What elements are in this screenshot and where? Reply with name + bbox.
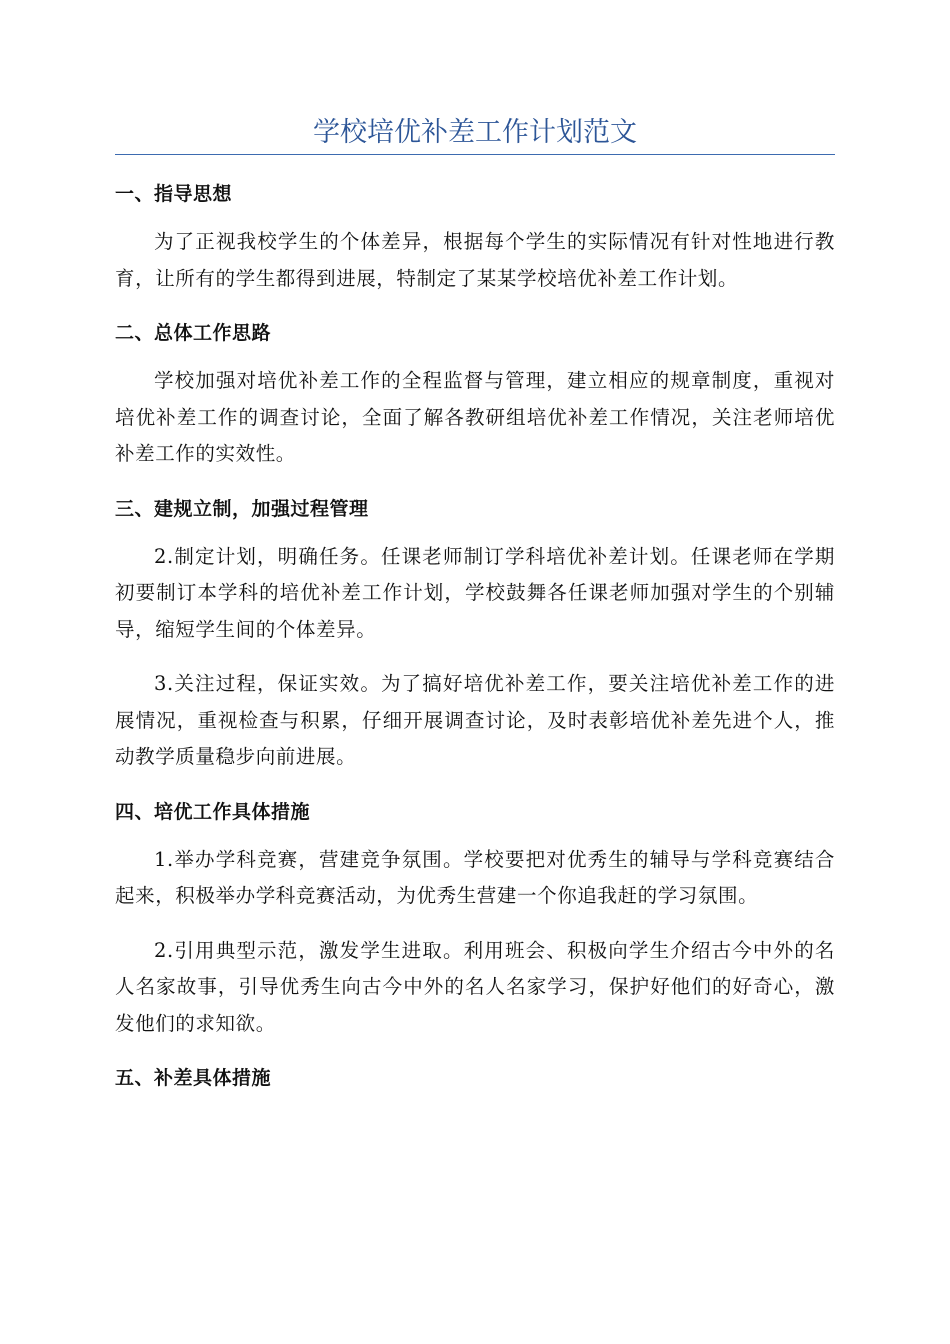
paragraph: 1.举办学科竞赛，营建竞争氛围。学校要把对优秀生的辅导与学科竞赛结合起来，积极举办学科竞赛活动，为优秀生营建一个你追我赶的学习氛围。 — [115, 847, 835, 907]
section-heading: 二、总体工作思路 — [115, 322, 272, 344]
section-heading: 五、补差具体措施 — [115, 1067, 272, 1089]
paragraph: 2.制定计划，明确任务。任课老师制订学科培优补差计划。任课老师在学期初要制订本学科的培优补差工作计划，学校鼓舞各任课老师加强对学生的个别辅导，缩短学生间的个体差异。 — [115, 544, 835, 641]
section-heading: 四、培优工作具体措施 — [115, 800, 311, 823]
paragraph: 3.关注过程，保证实效。为了搞好培优补差工作，要关注培优补差工作的进展情况，重视检查与积累，仔细开展调查讨论，及时表彰培优补差先进个人，推动教学质量稳步向前进展。 — [115, 672, 835, 768]
paragraph: 学校加强对培优补差工作的全程监督与管理，建立相应的规章制度，重视对培优补差工作的调查讨论，全面了解各教研组培优补差工作情况，关注老师培优补差工作的实效性。 — [115, 369, 835, 465]
paragraph: 2.引用典型示范，激发学生进取。利用班会、积极向学生介绍古今中外的名人名家故事，引导优秀生向古今中外的名人名家学习，保护好他们的好奇心，激发他们的求知欲。 — [115, 938, 835, 1035]
document-body — [115, 176, 835, 1108]
section-heading: 三、建规立制，加强过程管理 — [115, 497, 369, 520]
paragraph: 为了正视我校学生的个体差异，根据每个学生的实际情况有针对性地进行教育，让所有的学生都得到进展，特制定了某某学校培优补差工作计划。 — [115, 230, 835, 290]
document-title: 学校培优补差工作计划范文 — [313, 117, 637, 148]
title-underline — [115, 154, 835, 155]
section-heading: 一、指导思想 — [115, 183, 233, 205]
